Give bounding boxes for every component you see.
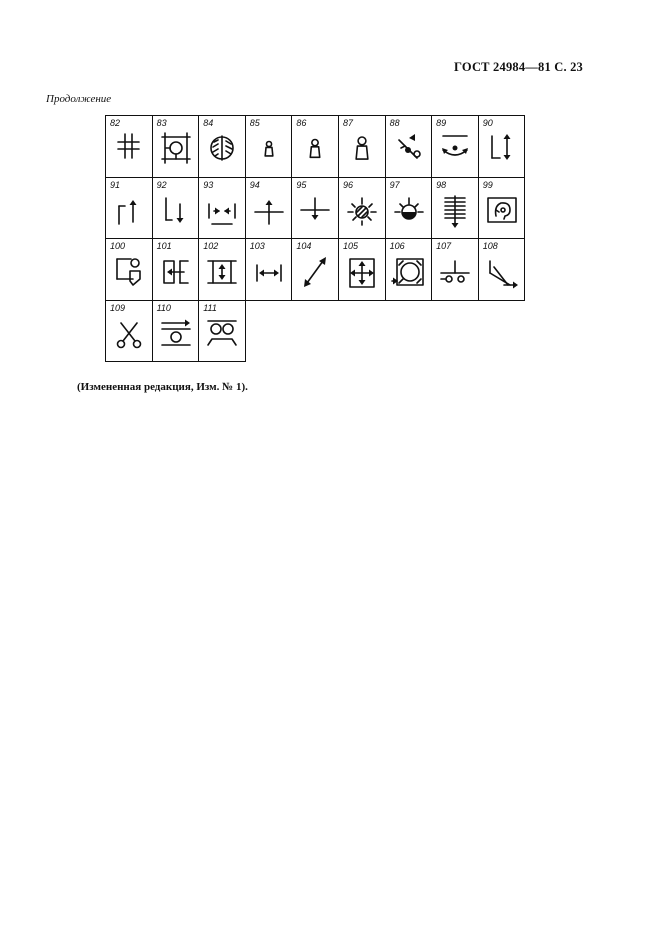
continuation-label: Продолжение (46, 93, 112, 105)
symbol-number: 88 (389, 118, 400, 128)
symbol-number: 82 (110, 118, 121, 128)
symbol-number: 93 (203, 179, 214, 190)
symbol-number: 104 (296, 241, 312, 252)
symbol-number: 89 (436, 118, 447, 128)
symbol-cell-105 (339, 239, 386, 301)
symbol-number: 101 (156, 241, 172, 252)
symbol-number: 106 (389, 241, 405, 252)
symbol-cell-101 (153, 239, 200, 301)
symbol-cell-106 (386, 239, 433, 301)
change-note: (Измененная редакция, Изм. № 1). (77, 381, 248, 393)
symbol-number: 87 (342, 118, 353, 128)
symbol-cell-109 (106, 301, 153, 363)
symbol-cell-104 (292, 239, 339, 301)
symbol-number: 84 (203, 118, 214, 128)
symbol-cell-85 (246, 116, 293, 178)
symbol-number: 109 (110, 302, 126, 313)
symbol-cell-94 (246, 178, 293, 240)
symbol-table (105, 115, 525, 362)
symbol-cell-82 (106, 116, 153, 178)
symbol-number: 95 (296, 179, 307, 190)
symbol-cell-110 (153, 301, 200, 363)
symbol-cell-98 (432, 178, 479, 240)
symbol-cell-108 (479, 239, 526, 301)
symbol-number: 96 (342, 179, 353, 190)
symbol-number: 107 (436, 241, 452, 252)
symbol-number: 108 (482, 241, 498, 252)
symbol-cell-107 (432, 239, 479, 301)
symbol-number: 85 (249, 118, 260, 128)
symbol-number: 102 (203, 241, 219, 252)
symbol-number: 98 (436, 179, 447, 190)
symbol-cell-103 (246, 239, 293, 301)
symbol-cell-111 (199, 301, 246, 363)
symbol-number: 97 (389, 179, 400, 190)
symbol-number: 94 (249, 179, 260, 190)
page-header: ГОСТ 24984—81 С. 23 (454, 60, 583, 74)
symbol-cell-96 (339, 178, 386, 240)
symbol-cell-86 (292, 116, 339, 178)
symbol-number: 105 (342, 241, 358, 252)
symbol-number: 92 (156, 179, 167, 190)
symbol-cell-89 (432, 116, 479, 178)
symbol-cell-102 (199, 239, 246, 301)
symbol-number: 103 (249, 241, 265, 252)
symbol-number: 100 (110, 241, 126, 252)
symbol-number: 99 (482, 179, 493, 190)
symbol-cell-99 (479, 178, 526, 240)
symbol-cell-93 (199, 178, 246, 240)
symbol-cell-84 (199, 116, 246, 178)
symbol-number: 83 (156, 118, 167, 128)
symbol-number: 90 (482, 118, 493, 128)
symbol-cell-100 (106, 239, 153, 301)
symbol-cell-87 (339, 116, 386, 178)
symbol-number: 86 (296, 118, 307, 128)
symbol-cell-92 (153, 178, 200, 240)
symbol-cell-90 (479, 116, 526, 178)
symbol-number: 110 (156, 302, 171, 313)
symbol-number: 91 (110, 179, 121, 190)
symbol-cell-97 (386, 178, 433, 240)
symbol-number: 111 (203, 302, 217, 313)
symbol-cell-83 (153, 116, 200, 178)
symbol-cell-91 (106, 178, 153, 240)
symbol-cell-95 (292, 178, 339, 240)
symbol-cell-88 (386, 116, 433, 178)
